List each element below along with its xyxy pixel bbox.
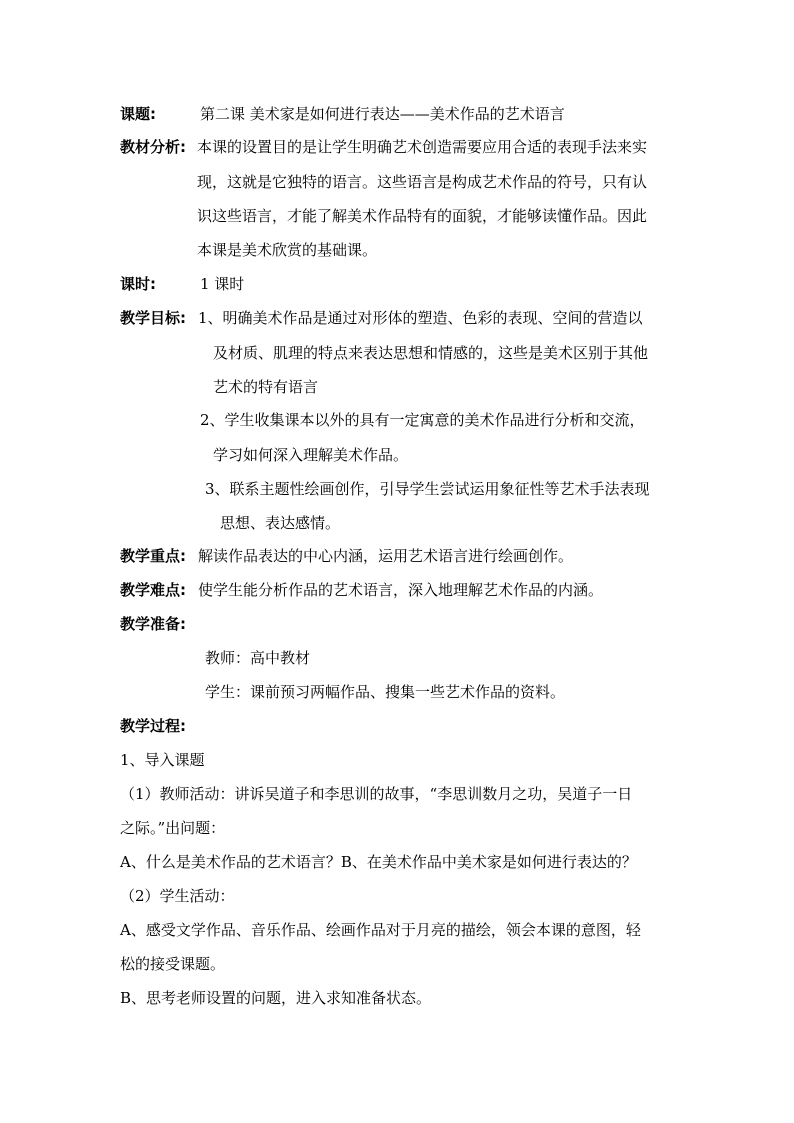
objective-line: 及材质、肌理的特点来表达思想和情感的，这些是美术区别于其他 [213,344,649,362]
keypoint-value: 解读作品表达的中心内涵，运用艺术语言进行绘画创作。 [198,547,574,565]
process-line: （1）教师活动：讲诉吴道子和李思训的故事，“李思训数月之功，吴道子一日 [120,785,633,803]
objective-line: 1、明确美术作品是通过对形体的塑造、色彩的表现、空间的营造以 [198,309,643,327]
keypoint-label: 教学重点: [120,547,186,565]
prep-student: 学生：课前预习两幅作品、搜集一些艺术作品的资料。 [205,683,566,701]
analysis-line: 本课是美术欣赏的基础课。 [197,241,378,259]
difficulty-label: 教学难点: [120,581,186,599]
objectives-label: 教学目标: [120,309,186,327]
process-line: （2）学生活动： [120,887,235,905]
objective-line: 3、联系主题性绘画创作，引导学生尝试运用象征性等艺术手法表现 [205,480,650,498]
process-line: 之际。”出问题： [120,819,226,837]
objective-line: 学习如何深入理解美术作品。 [213,446,409,464]
process-line: 1、导入课题 [120,751,205,769]
difficulty-value: 使学生能分析作品的艺术语言，深入地理解艺术作品的内涵。 [198,581,604,599]
analysis-line: 现，这就是它独特的语言。这些语言是构成艺术作品的符号，只有认 [197,173,648,191]
process-line: A、什么是美术作品的艺术语言？B、在美术作品中美术家是如何进行表达的？ [120,853,637,871]
hours-value: 1 课时 [200,275,245,293]
prep-label: 教学准备: [120,615,186,633]
process-line: 松的接受课题。 [120,955,226,973]
process-line: A、感受文学作品、音乐作品、绘画作品对于月亮的描绘，领会本课的意图，轻 [120,921,641,939]
process-line: B、思考老师设置的问题，进入求知准备状态。 [120,989,432,1007]
hours-label: 课时: [120,275,156,293]
process-label: 教学过程: [120,717,186,735]
analysis-line: 识这些语言，才能了解美术作品特有的面貌，才能够读懂作品。因此 [197,207,648,225]
analysis-label: 教材分析: [120,138,186,156]
objective-line: 2、学生收集课本以外的具有一定寓意的美术作品进行分析和交流， [200,411,645,429]
objective-line: 思想、表达感情。 [220,514,341,532]
title-label: 课题: [120,105,156,123]
objective-line: 艺术的特有语言 [213,378,319,396]
prep-teacher: 教师：高中教材 [205,649,311,667]
title-value: 第二课 美术家是如何进行表达——美术作品的艺术语言 [200,105,565,123]
analysis-line: 本课的设置目的是让学生明确艺术创造需要应用合适的表现手法来实 [197,138,648,156]
